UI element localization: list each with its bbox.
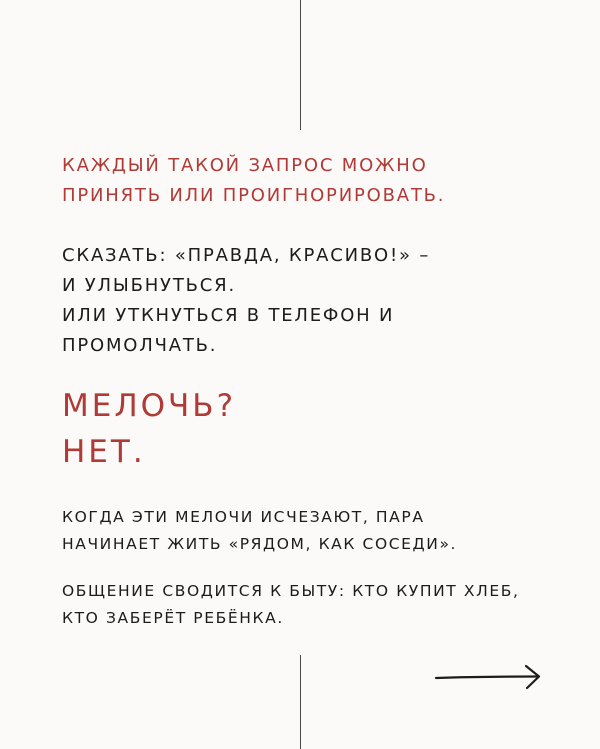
paragraph-1-line-2: НАЧИНАЕТ ЖИТЬ «РЯДОМ, КАК СОСЕДИ». [62,535,458,553]
options-line-4: ПРОМОЛЧАТЬ. [62,335,218,356]
paragraph-1 [62,504,457,558]
arrow-right-icon[interactable] [434,664,542,694]
headline-question: МЕЛОЧЬ? [62,388,237,424]
options-text [62,241,430,361]
intro-line-1: КАЖДЫЙ ТАКОЙ ЗАПРОС МОЖНО [62,155,428,176]
options-line-3: ИЛИ УТКНУТЬСЯ В ТЕЛЕФОН И [62,305,395,326]
headline-answer: НЕТ. [62,434,146,470]
options-line-1: СКАЗАТЬ: «ПРАВДА, КРАСИВО!» – [62,245,431,266]
intro-text [62,151,445,211]
paragraph-1-line-1: КОГДА ЭТИ МЕЛОЧИ ИСЧЕЗАЮТ, ПАРА [62,508,425,526]
top-divider-line [300,0,301,130]
options-line-2: И УЛЫБНУТЬСЯ. [62,275,236,296]
intro-line-2: ПРИНЯТЬ ИЛИ ПРОИГНОРИРОВАТЬ. [62,185,446,206]
headline [62,383,236,475]
paragraph-2-line-2: КТО ЗАБЕРЁТ РЕБЁНКА. [62,609,284,627]
bottom-divider-line [300,655,301,749]
paragraph-2 [62,578,520,632]
arrow-right-icon-svg [434,664,542,690]
paragraph-2-line-1: ОБЩЕНИЕ СВОДИТСЯ К БЫТУ: КТО КУПИТ ХЛЕБ, [62,582,520,600]
